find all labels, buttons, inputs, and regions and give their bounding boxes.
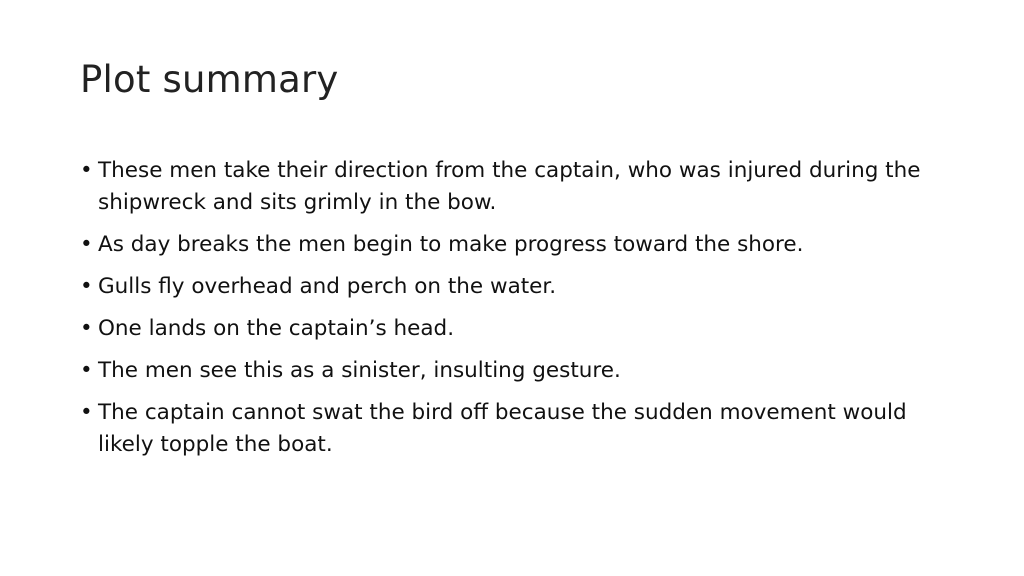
bullet-item xyxy=(80,313,960,345)
bullet-text: These men take their direction from the captain, who was injured during the shipwreck and sits grimly in the bow. xyxy=(98,158,921,215)
bullet-text: The men see this as a sinister, insulting gesture. xyxy=(98,358,621,383)
bullet-icon: • xyxy=(80,400,93,425)
bullet-icon: • xyxy=(80,358,93,383)
bullet-text: Gulls fly overhead and perch on the water. xyxy=(98,274,557,299)
bullet-item xyxy=(80,355,960,387)
slide-title: Plot summary xyxy=(80,58,339,101)
bullet-text: One lands on the captain’s head. xyxy=(98,316,455,341)
bullet-item xyxy=(80,155,960,219)
bullet-icon: • xyxy=(80,274,93,299)
bullet-item xyxy=(80,229,960,261)
bullet-icon: • xyxy=(80,158,93,183)
bullet-icon: • xyxy=(80,232,93,257)
bullet-text: As day breaks the men begin to make progress toward the shore. xyxy=(98,232,804,257)
bullet-icon: • xyxy=(80,316,93,341)
bullet-item xyxy=(80,397,960,461)
bullet-text: The captain cannot swat the bird off because the sudden movement would likely topple the boat. xyxy=(98,400,907,457)
bullet-list xyxy=(80,155,960,471)
bullet-item xyxy=(80,271,960,303)
